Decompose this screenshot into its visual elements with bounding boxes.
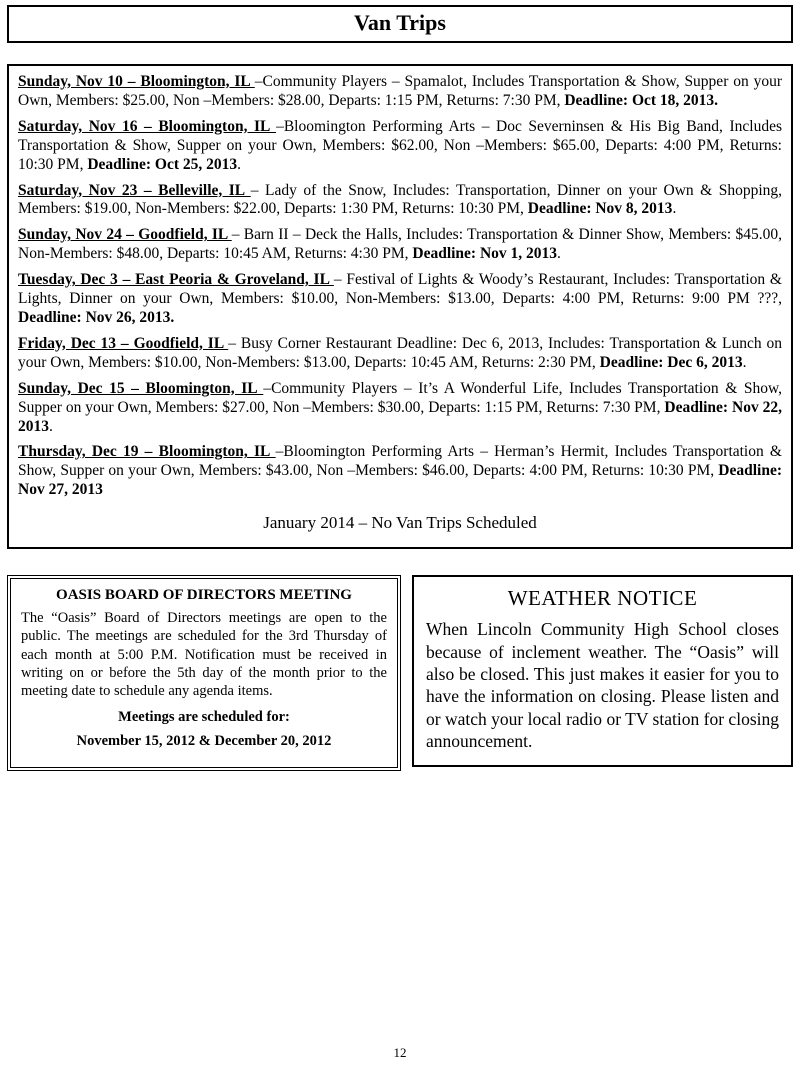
board-meeting-box [7,575,401,771]
board-schedule-dates: November 15, 2012 & December 20, 2012 [76,733,332,750]
trip-entry [18,226,782,264]
trip-body: –Bloomington Performing Arts – Herman’s Hermit, Includes Transportation & Show, Supper on your Own, Members: $43.00, Non –Members: $46.00, Departs: 4:00 PM, Returns: 10:30 PM, [18,443,782,480]
trip-heading: Sunday, Dec 15 – Bloomington, IL [18,379,264,397]
weather-notice-title: WEATHER NOTICE [507,586,698,611]
trip-entry [18,271,782,328]
trip-body: – Barn II – Deck the Halls, Includes: Transportation & Dinner Show, Members: $45.00, Non-Members: $48.00, Departs: 10:45 AM, Returns: 4:30 PM, [18,226,782,263]
board-meeting-title: OASIS BOARD OF DIRECTORS MEETING [56,587,352,604]
trip-entry [18,443,782,500]
trip-tail: . [672,200,677,218]
trip-heading: Saturday, Nov 23 – Belleville, IL [18,181,251,199]
trip-deadline: Deadline: Dec 6, 2013 [599,353,743,371]
trip-heading: Sunday, Nov 24 – Goodfield, IL [18,226,232,244]
trip-deadline: Deadline: Nov 27, 2013 [18,462,782,499]
trip-body: –Community Players – Spamalot, Includes Transportation & Show, Supper on your Own, Members: $25.00, Non –Members: $28.00, Departs: 1:15 PM, Returns: 7:30 PM, [18,73,782,109]
trip-body: – Festival of Lights & Woody’s Restaurant, Includes: Transportation & Lights, Dinner on your Own, Members: $10.00, Non-Members: $13.00, Departs: 4:00 PM, Returns: 9:00 PM ???, [18,271,782,308]
weather-notice-body: When Lincoln Community High School closes because of inclement weather. The “Oasis” will also be closed. This just makes it easier for you to have the information on closing. Please listen and or watch your local radio or TV station for closing announcement. [426,619,779,752]
trip-heading: Friday, Dec 13 – Goodfield, IL [18,334,229,352]
trip-list [18,73,782,500]
trip-deadline: Deadline: Nov 22, 2013 [18,398,782,435]
trip-entry [18,182,782,220]
trip-deadline: Deadline: Nov 8, 2013 [527,200,673,218]
trip-tail: . [237,155,242,173]
trip-entry [18,380,782,437]
trip-tail: . [742,353,747,371]
trip-heading: Tuesday, Dec 3 – East Peoria & Groveland, IL [18,271,334,289]
bottom-row [7,575,793,771]
trip-heading: Saturday, Nov 16 – Bloomington, IL [18,117,277,135]
trip-body: –Community Players – It’s A Wonderful Life, Includes Transportation & Show, Supper on your Own, Members: $27.00, Non –Members: $30.00, Departs: 1:15 PM, Returns: 7:30 PM, [18,379,783,416]
board-meeting-body: The “Oasis” Board of Directors meetings are open to the public. The meetings are scheduled for the 3rd Thursday of each month at 5:00 P.M. Notification must be received in writing on or before the 5th day of the month prior to the meeting date to schedule any agenda items. [21,610,387,700]
trip-body: – Busy Corner Restaurant Deadline: Dec 6, 2013, Includes: Transportation & Lunch on your Own, Members: $10.00, Non-Members: $13.00, Departs: 10:45 AM, Returns: 2:30 PM, [18,334,783,371]
trip-body: – Lady of the Snow, Includes: Transportation, Dinner on your Own & Shopping, Members: $19.00, Non-Members: $22.00, Departs: 1:30 PM, Returns: 10:30 PM, [18,181,782,218]
trip-heading: Sunday, Nov 10 – Bloomington, IL [18,73,255,90]
page-title: Van Trips [354,10,446,35]
trip-entry [18,73,782,111]
no-trips-note: January 2014 – No Van Trips Scheduled [263,513,537,533]
trip-body: –Bloomington Performing Arts – Doc Severninsen & His Big Band, Includes Transportation & Show, Supper on your Own, Members: $62.00, Non –Members: $65.00, Departs: 4:00 PM, Returns: 10:30 PM, [18,117,782,173]
trip-deadline: Deadline: Nov 1, 2013 [412,245,558,263]
trip-entry [18,118,782,175]
weather-notice-box [412,575,793,767]
trip-entry [18,335,782,373]
board-schedule-label: Meetings are scheduled for: [118,709,290,726]
trip-tail: . [557,245,561,263]
van-trips-box [7,64,793,549]
page-number: 12 [393,1045,407,1060]
trip-tail: . [49,417,53,435]
van-trips-header-box [7,5,793,43]
trip-deadline: Deadline: Nov 26, 2013. [18,308,175,326]
trip-deadline: Deadline: Oct 18, 2013. [564,91,719,109]
trip-deadline: Deadline: Oct 25, 2013 [87,155,238,173]
trip-heading: Thursday, Dec 19 – Bloomington, IL [18,443,276,461]
